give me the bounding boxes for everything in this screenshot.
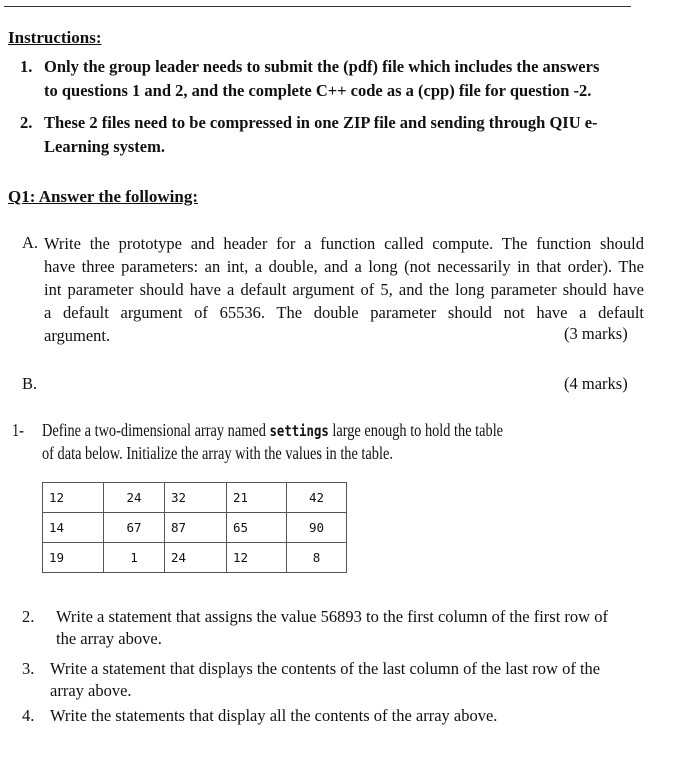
item-3-number: 3.	[22, 659, 35, 678]
instruction-item	[8, 111, 648, 159]
item-3-line-1: Write a statement that displays the contents of the last column of the last row of the	[50, 659, 601, 678]
item-3-line-2: array above.	[50, 681, 132, 700]
part-a-text	[44, 232, 644, 347]
table-row	[43, 513, 347, 543]
item-1-number: 1-	[12, 420, 24, 440]
part-a-line: argument.	[44, 326, 111, 345]
instruction-line: to questions 1 and 2, and the complete C++ code as a (cpp) file for question -2.	[44, 81, 592, 100]
item-4-line-1: Write the statements that display all the contents of the array above.	[50, 706, 498, 725]
item-4	[22, 705, 642, 727]
instructions-list	[8, 55, 648, 167]
table-cell: 32	[165, 483, 227, 513]
table-row	[43, 543, 347, 573]
item-1-line-2: of data below. Initialize the array with the values in the table.	[42, 443, 393, 463]
item-2	[22, 606, 642, 650]
table-cell: 67	[104, 513, 165, 543]
table-cell: 14	[43, 513, 104, 543]
item-4-number: 4.	[22, 706, 35, 725]
instructions-heading: Instructions:	[8, 28, 102, 47]
table-cell: 24	[104, 483, 165, 513]
table-cell: 19	[43, 543, 104, 573]
table-cell: 12	[227, 543, 287, 573]
part-b-letter: B.	[22, 374, 38, 393]
item-1-text	[42, 419, 503, 443]
instruction-line: Learning system.	[44, 137, 165, 156]
table-cell: 12	[43, 483, 104, 513]
array-data-table	[42, 482, 347, 573]
table-cell: 1	[104, 543, 165, 573]
part-a-letter: A.	[22, 233, 39, 252]
part-a-line: int parameter should have a default argument of 5, and the long parameter should have	[44, 280, 644, 299]
instruction-line: These 2 files need to be compressed in one ZIP file and sending through QIU e-	[44, 113, 598, 132]
item-1-text-post: large enough to hold the table	[328, 420, 504, 440]
top-divider	[4, 6, 631, 7]
table-cell: 21	[227, 483, 287, 513]
item-1-text-pre: Define a two-dimensional array named	[42, 420, 270, 440]
part-a-marks: (3 marks)	[564, 324, 628, 343]
item-2-number: 2.	[22, 607, 35, 626]
table-cell: 90	[287, 513, 347, 543]
part-a-line: a default argument of 65536. The double parameter should not have a default	[44, 303, 644, 322]
table-cell: 42	[287, 483, 347, 513]
item-2-line-2: the array above.	[56, 629, 162, 648]
table-cell: 8	[287, 543, 347, 573]
table-row	[43, 483, 347, 513]
q1-heading: Q1: Answer the following:	[8, 187, 198, 206]
item-3	[22, 658, 642, 702]
item-2-line-1: Write a statement that assigns the value 56893 to the first column of the first row of	[56, 607, 608, 626]
part-a-line: have three parameters: an int, a double, and a long (not necessarily in that order). The	[44, 257, 644, 276]
instruction-line: Only the group leader needs to submit the (pdf) file which includes the answers	[44, 57, 600, 76]
table-cell: 24	[165, 543, 227, 573]
part-a-line: Write the prototype and header for a function called compute. The function should	[44, 234, 644, 253]
table-cell: 87	[165, 513, 227, 543]
instruction-item	[8, 55, 648, 103]
array-name-code: settings	[269, 422, 329, 440]
instruction-number: 2.	[20, 113, 33, 132]
part-b-marks: (4 marks)	[564, 374, 628, 393]
instruction-number: 1.	[20, 57, 33, 76]
table-cell: 65	[227, 513, 287, 543]
